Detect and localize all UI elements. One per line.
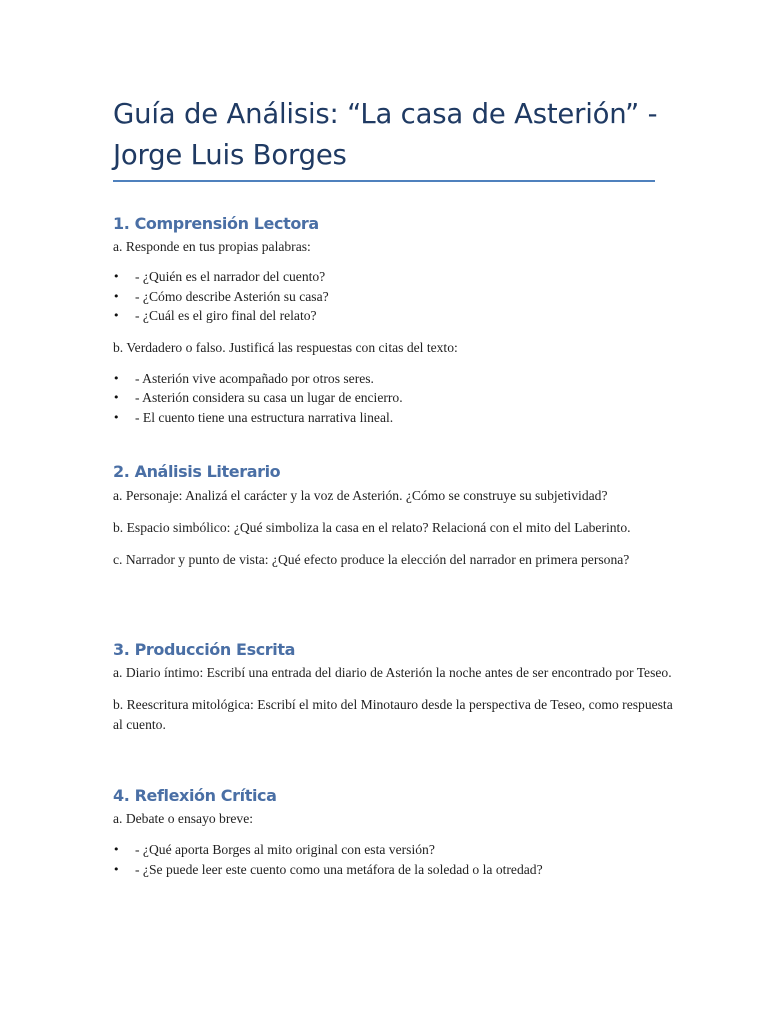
- list-item-text: - ¿Se puede leer este cuento como una metáfora de la soledad o la otredad?: [135, 861, 543, 877]
- bullet-icon: •: [113, 289, 120, 303]
- section-comprension-lectora: [113, 213, 673, 427]
- list-item-text: - El cuento tiene una estructura narrativa lineal.: [135, 409, 394, 425]
- question-list-a: [113, 267, 673, 326]
- list-item-text: - Asterión considera su casa un lugar de encierro.: [135, 390, 403, 405]
- list-item-text: - ¿Cómo describe Asterión su casa?: [135, 288, 329, 304]
- bullet-icon: •: [113, 862, 120, 876]
- list-item: [113, 306, 673, 326]
- list-item-text: - ¿Qué aporta Borges al mito original con esta versión?: [135, 842, 435, 857]
- bullet-icon: •: [113, 371, 120, 385]
- section-heading: 2. Análisis Literario: [113, 462, 281, 481]
- list-item: [113, 369, 673, 389]
- list-item-text: - ¿Quién es el narrador del cuento?: [135, 269, 326, 284]
- document-title: Guía de Análisis: “La casa de Asterión” - Jorge Luis Borges: [113, 98, 658, 171]
- section-produccion-escrita: [113, 639, 673, 735]
- question-a: a. Debate o ensayo breve:: [113, 811, 254, 826]
- list-item: [113, 267, 673, 287]
- section-reflexion-critica: [113, 785, 673, 879]
- list-item-text: - ¿Cuál es el giro final del relato?: [135, 308, 317, 323]
- bullet-icon: •: [113, 309, 120, 322]
- paragraph-b: b. Espacio simbólico: ¿Qué simboliza la casa en el relato? Relacioná con el mito del Laberinto.: [113, 520, 631, 535]
- paragraph-a: a. Diario íntimo: Escribí una entrada del diario de Asterión la noche antes de ser encontrado por Teseo.: [113, 665, 672, 680]
- question-list: [113, 840, 673, 879]
- bullet-icon: •: [113, 391, 120, 404]
- list-item: [113, 388, 673, 408]
- question-list-b: [113, 369, 673, 428]
- question-b: b. Verdadero o falso. Justificá las respuestas con citas del texto:: [113, 339, 458, 355]
- bullet-icon: •: [113, 270, 120, 283]
- section-heading: 4. Reflexión Crítica: [113, 786, 277, 805]
- section-analisis-literario: [113, 461, 673, 570]
- list-item: [113, 408, 673, 428]
- paragraph-c: c. Narrador y punto de vista: ¿Qué efecto produce la elección del narrador en primera persona?: [113, 552, 630, 567]
- title-underline: [113, 180, 655, 182]
- paragraph-b: b. Reescritura mitológica: Escribí el mito del Minotauro desde la perspectiva de Teseo, como respuesta al cuento.: [113, 697, 673, 732]
- question-a: a. Responde en tus propias palabras:: [113, 239, 311, 254]
- paragraph-a: a. Personaje: Analizá el carácter y la voz de Asterión. ¿Cómo se construye su subjetividad?: [113, 488, 608, 503]
- list-item: [113, 860, 673, 880]
- list-item: [113, 840, 673, 860]
- list-item: [113, 287, 673, 307]
- bullet-icon: •: [113, 410, 120, 424]
- bullet-icon: •: [113, 843, 120, 856]
- section-heading: 1. Comprensión Lectora: [113, 214, 319, 233]
- section-heading: 3. Producción Escrita: [113, 640, 295, 659]
- list-item-text: - Asterión vive acompañado por otros seres.: [135, 370, 374, 386]
